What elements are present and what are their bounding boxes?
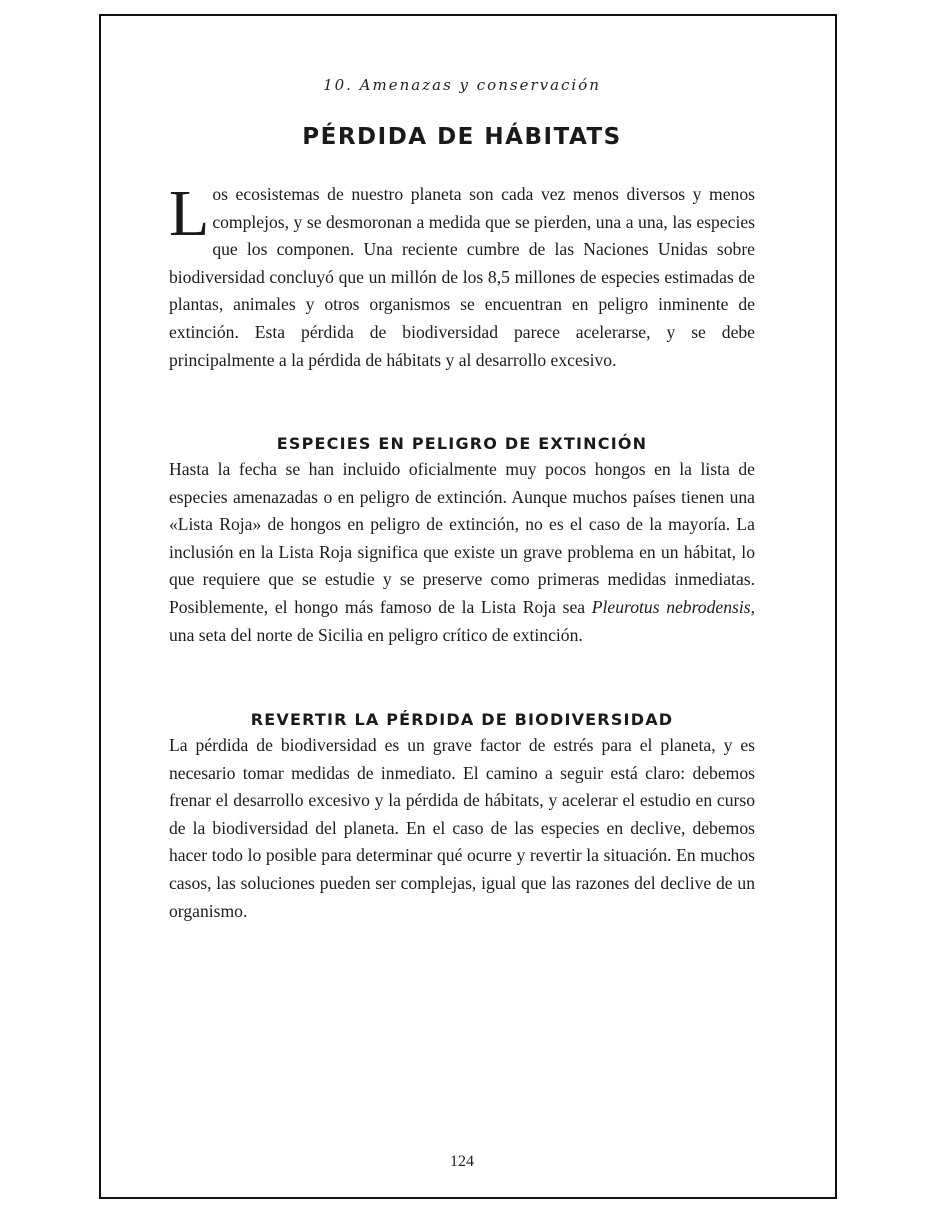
chapter-title: PÉRDIDA DE HÁBITATS [302, 124, 622, 150]
endangered-paragraph [169, 456, 755, 649]
endangered-text-before: Hasta la fecha se han incluido oficialmente muy pocos hongos en la lista de especies amenazadas o en peligro de extinción. Aunque muchos países tienen una «Lista Roja» de hongos en peligro de extinción, no es el caso de la mayoría. La inclusión en la Lista Roja significa que existe un grave problema en un hábitat, lo que requiere que se estudie y se preserve como primeras medidas inmediatas. Posiblemente, el hongo más famoso de la Lista Roja sea [169, 459, 755, 617]
section-heading-endangered: ESPECIES EN PELIGRO DE EXTINCIÓN [276, 434, 648, 453]
section-heading-biodiversity: REVERTIR LA PÉRDIDA DE BIODIVERSIDAD [250, 710, 674, 729]
endangered-text-after: , una seta del norte de Sicilia en peligro crítico de extinción. [169, 596, 755, 645]
biodiversity-paragraph: La pérdida de biodiversidad es un grave factor de estrés para el planeta, y es necesario tomar medidas de inmediato. El camino a seguir está claro: debemos frenar el desarrollo excesivo y la pérdida de hábitats, y acelerar el estudio en curso de la biodiversidad del planeta. En el caso de las especies en declive, debemos hacer todo lo posible para determinar qué ocurre y revertir la situación. En muchos casos, las soluciones pueden ser complejas, igual que las razones del declive de un organismo. [169, 735, 755, 921]
species-name: Pleurotus nebrodensis [591, 596, 751, 617]
intro-paragraph [169, 177, 755, 374]
drop-cap: L [169, 177, 210, 250]
intro-text: os ecosistemas de nuestro planeta son cada vez menos diversos y menos complejos, y se desmoronan a medida que se pierden, una a una, las especies que los componen. Una reciente cumbre de las Naciones Unidas sobre biodiversidad concluyó que un millón de los 8,5 millones de especies estimadas de plantas, animales y otros organismos se encuentran en peligro inminente de extinción. Esta pérdida de biodiversidad parece acelerarse, y se debe principalmente a la pérdida de hábitats y al desarrollo excesivo. [169, 184, 755, 370]
page-number: 124 [450, 1153, 474, 1170]
book-page [99, 14, 837, 1199]
running-head: 10. Amenazas y conservación [323, 76, 601, 94]
